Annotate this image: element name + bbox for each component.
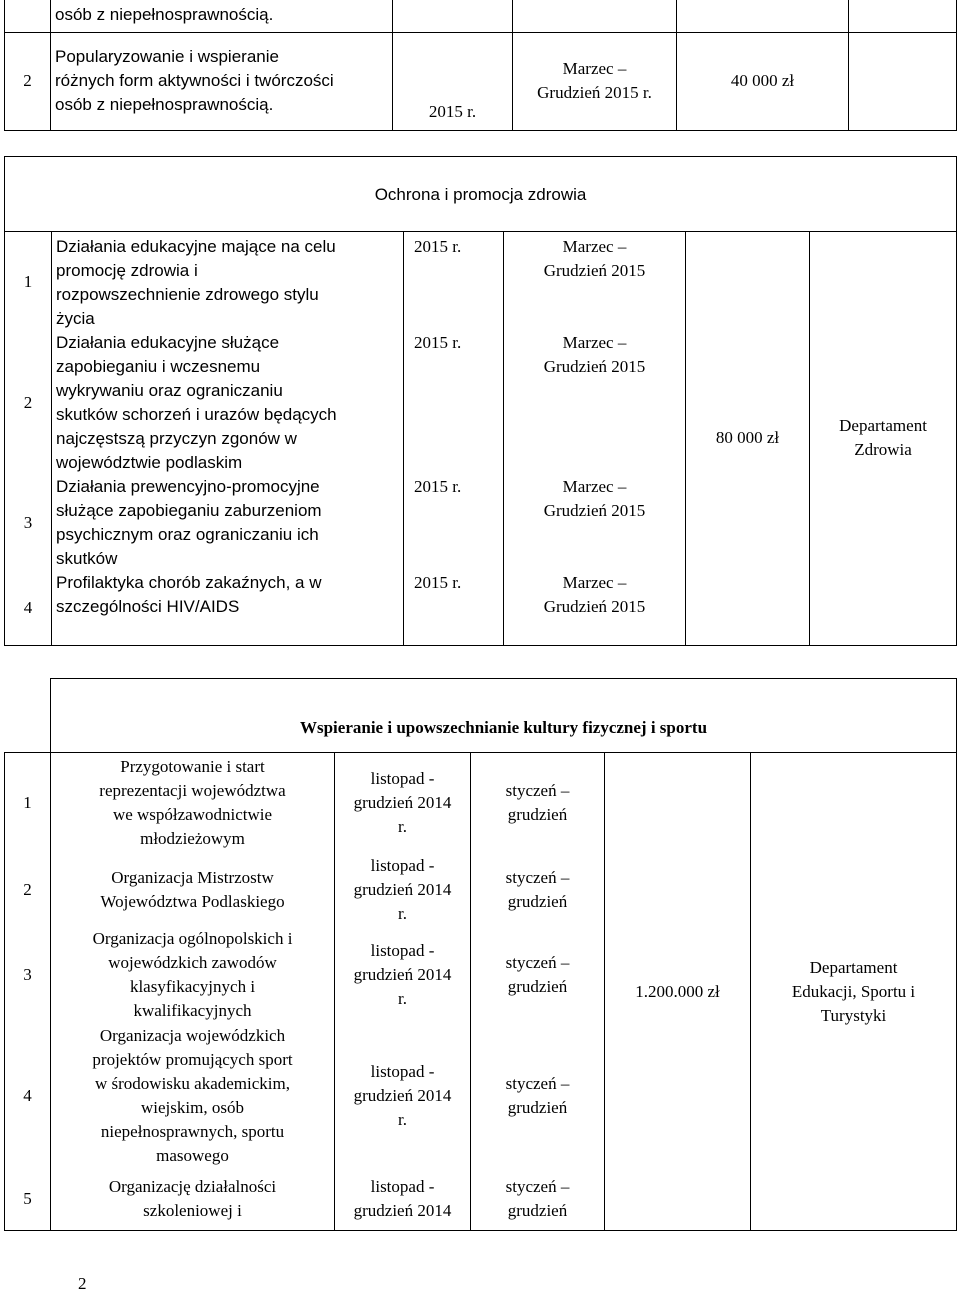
table-cell (5, 679, 51, 753)
task-description (51, 32, 393, 130)
task-description (52, 475, 404, 571)
desc-line: wiejskim, osób (141, 1097, 244, 1117)
desc-line: Organizację działalności (108, 1177, 277, 1197)
task-description (51, 1169, 335, 1231)
period-cell (471, 753, 605, 853)
period-line: styczeń – (505, 952, 570, 972)
period-start-cell (335, 853, 471, 927)
table-row (5, 232, 957, 332)
period-line: r. (398, 1109, 407, 1129)
desc-line: zapobieganiu i wczesnemu (56, 357, 261, 376)
desc-line: niepełnosprawnych, sportu (100, 1121, 285, 1141)
table-cell (5, 0, 51, 32)
period-line: grudzień (507, 1097, 568, 1117)
desc-line: szkoleniowej i (143, 1201, 242, 1221)
desc-line: Przygotowanie i start (120, 756, 265, 776)
period-line: Grudzień 2015 (543, 357, 646, 376)
period-line: listopad - (370, 855, 435, 875)
period-start-cell (335, 927, 471, 1023)
page-number: 2 (78, 1274, 87, 1293)
desc-line: młodzieżowym (140, 828, 245, 848)
desc-line: wojewódzkich zawodów (108, 952, 277, 972)
row-number: 5 (5, 1169, 51, 1231)
desc-line: najczęstszą przyczyn zgonów w (56, 429, 297, 448)
desc-line: Województwa Podlaskiego (100, 891, 285, 911)
period-line: listopad - (370, 1177, 435, 1197)
row-number: 3 (5, 475, 52, 571)
period-line: Marzec – (562, 477, 627, 496)
desc-line: wykrywaniu oraz ograniczaniu (56, 381, 283, 400)
period-line: listopad - (370, 768, 435, 788)
task-description (52, 571, 404, 645)
period-line: Marzec – (562, 237, 627, 256)
desc-line: Organizacja ogólnopolskich i (92, 928, 293, 948)
year-cell: 2015 r. (393, 32, 513, 130)
period-line: grudzień (507, 1201, 568, 1221)
period-cell (471, 1023, 605, 1169)
row-number: 2 (5, 32, 51, 130)
desc-line: masowego (156, 1145, 229, 1165)
period-start-cell (335, 1023, 471, 1169)
department-line: Edukacji, Sportu i (791, 981, 916, 1001)
department-line: Turystyki (820, 1005, 887, 1025)
year-cell: 2015 r. (404, 232, 504, 332)
section-title: Wspieranie i upowszechnianie kultury fizycznej i sportu (51, 679, 957, 753)
task-description (52, 232, 404, 332)
desc-line: szczególności HIV/AIDS (56, 597, 240, 616)
period-line: Grudzień 2015 (543, 597, 646, 616)
table-row (5, 753, 957, 853)
desc-line: skutków (56, 549, 118, 568)
desc-line: w środowisku akademickim, (95, 1073, 290, 1093)
desc-line: osób z niepełnosprawnością. (55, 95, 274, 114)
period-line: styczeń – (505, 1073, 570, 1093)
task-description (51, 927, 335, 1023)
row-number: 4 (5, 1023, 51, 1169)
period-line: listopad - (370, 940, 435, 960)
period-line: Grudzień 2015 (543, 261, 646, 280)
desc-line: Profilaktyka chorób zakaźnych, a w (56, 573, 322, 592)
period-start-cell (335, 1169, 471, 1231)
desc-line: klasyfikacyjnych i (129, 976, 256, 996)
period-cell (504, 331, 686, 475)
task-description (51, 0, 393, 32)
row-number: 3 (5, 927, 51, 1023)
period-cell (504, 571, 686, 645)
department-line: Departament (809, 957, 898, 977)
department-line: Departament (839, 416, 927, 436)
row-number: 1 (5, 753, 51, 853)
period-line: r. (398, 903, 407, 923)
period-line: grudzień (507, 976, 568, 996)
amount-cell: 80 000 zł (686, 232, 810, 646)
period-line: grudzień 2014 (353, 879, 452, 899)
period-line: styczeń – (505, 867, 570, 887)
table-cell (393, 0, 513, 32)
task-description (51, 1023, 335, 1169)
department-cell (751, 753, 957, 1231)
department-cell (810, 232, 957, 646)
desc-line: Organizacja Mistrzostw (111, 867, 274, 887)
task-description (51, 753, 335, 853)
period-line: styczeń – (505, 1177, 570, 1197)
year-cell: 2015 r. (404, 331, 504, 475)
desc-line: rozpowszechnienie zdrowego stylu (56, 285, 319, 304)
table-cell (513, 0, 677, 32)
desc-line: różnych form aktywności i twórczości (55, 71, 334, 90)
period-line: grudzień 2014 (353, 964, 452, 984)
period-cell (504, 232, 686, 332)
row-number: 2 (5, 331, 52, 475)
period-line: grudzień (507, 891, 568, 911)
period-line: grudzień 2014 (353, 1201, 452, 1221)
table-health (4, 156, 957, 646)
table-cell (849, 32, 957, 130)
period-line: Marzec – (562, 573, 627, 592)
desc-line: projektów promujących sport (92, 1049, 293, 1069)
row-number: 4 (5, 571, 52, 645)
desc-line: Działania edukacyjne mające na celu (56, 237, 336, 256)
period-start-cell (335, 753, 471, 853)
section-title: Ochrona i promocja zdrowia (5, 157, 957, 232)
desc-line: promocję zdrowia i (56, 261, 198, 280)
desc-line: Organizacja wojewódzkich (99, 1025, 286, 1045)
year-cell: 2015 r. (404, 571, 504, 645)
period-cell (471, 1169, 605, 1231)
desc-line: we współzawodnictwie (112, 804, 273, 824)
period-line: styczeń – (505, 780, 570, 800)
period-cell (471, 853, 605, 927)
period-line: r. (398, 988, 407, 1008)
period-line: r. (398, 816, 407, 836)
desc-line: skutków schorzeń i urazów będących (56, 405, 337, 424)
period-line: Grudzień 2015 (543, 501, 646, 520)
table-cell (677, 0, 849, 32)
task-description (51, 853, 335, 927)
period-line: grudzień 2014 (353, 792, 452, 812)
desc-line: Działania edukacyjne służące (56, 333, 280, 352)
desc-line: Działania prewencyjno-promocyjne (56, 477, 320, 496)
row-number: 1 (5, 232, 52, 332)
desc-line: województwie podlaskim (56, 453, 243, 472)
table-row (5, 32, 957, 130)
amount-cell: 40 000 zł (677, 32, 849, 130)
desc-line: psychicznym oraz ograniczaniu ich (56, 525, 319, 544)
period-cell (471, 927, 605, 1023)
amount-cell: 1.200.000 zł (605, 753, 751, 1231)
desc-line: życia (56, 309, 95, 328)
table-sport (4, 678, 957, 1231)
row-number: 2 (5, 853, 51, 927)
desc-line: kwalifikacyjnych (133, 1000, 252, 1020)
period-line: grudzień (507, 804, 568, 824)
period-cell (504, 475, 686, 571)
table-top-fragment (4, 0, 957, 131)
period-line: Marzec – (562, 333, 627, 352)
table-cell (849, 0, 957, 32)
period-line: listopad - (370, 1061, 435, 1081)
desc-line: służące zapobieganiu zaburzeniom (56, 501, 322, 520)
period-line: Grudzień 2015 r. (537, 83, 652, 102)
desc-line: Popularyzowanie i wspieranie (55, 47, 279, 66)
task-description (52, 331, 404, 475)
desc-line: reprezentacji województwa (99, 780, 286, 800)
period-line: Marzec – (562, 59, 627, 78)
period-line: grudzień 2014 (353, 1085, 452, 1105)
task-description-text: osób z niepełnosprawnością. (55, 5, 274, 25)
period-cell (513, 32, 677, 130)
year-cell: 2015 r. (404, 475, 504, 571)
department-line: Zdrowia (854, 440, 912, 460)
